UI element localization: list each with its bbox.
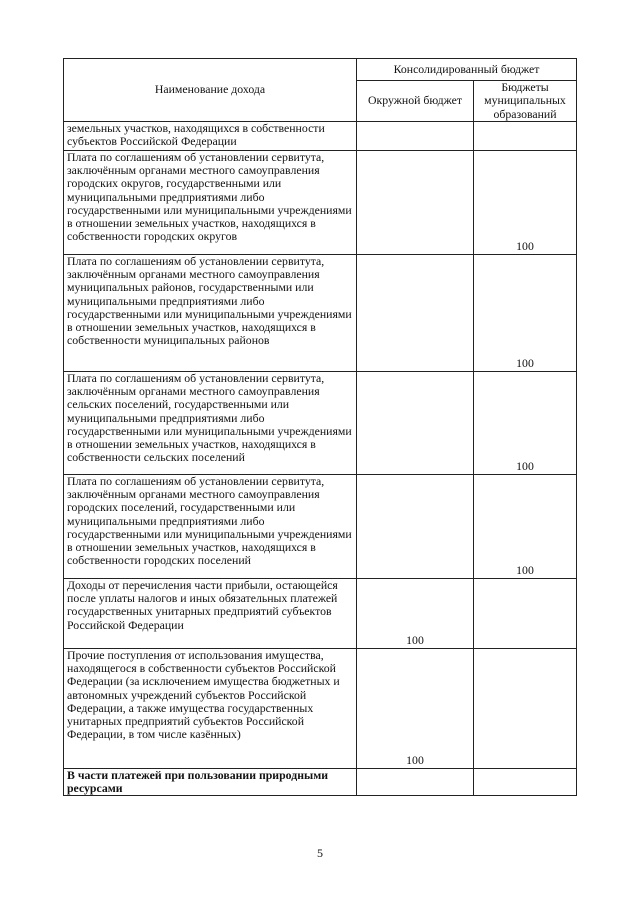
revenue-name-cell: Плата по соглашениям об установлении сервитута, заключённым органами местного самоуправления сельских поселений, государственными или муниципальными предприятиями либо государственными или муниципальными учреждениями в отношении земельных участков, находящихся в собственности сельских поселений [64, 372, 357, 475]
municipal-value-cell [474, 579, 577, 649]
okrug-value-cell: 100 [357, 579, 474, 649]
revenue-name-cell: Прочие поступления от использования имущества, находящегося в собственности субъектов Российской Федерации (за исключением имущества бюджетных и автономных учреждений субъектов Российской Федерации, а также имущества государственных унитарных предприятий субъектов Российской Федерации, в том числе казённых) [64, 649, 357, 769]
revenue-name-cell: земельных участков, находящихся в собственности субъектов Российской Федерации [64, 122, 357, 151]
municipal-value-cell: 100 [474, 255, 577, 372]
revenue-name-cell: Доходы от перечисления части прибыли, остающейся после уплаты налогов и иных обязательных платежей государственных унитарных предприятий субъектов Российской Федерации [64, 579, 357, 649]
table-row [64, 475, 577, 579]
municipal-value-cell: 100 [474, 475, 577, 579]
header-consolidated-budget: Консолидированный бюджет [357, 59, 577, 81]
okrug-value-cell [357, 255, 474, 372]
header-municipal-budgets: Бюджеты муниципальных образований [474, 81, 577, 122]
table-row [64, 372, 577, 475]
table-row [64, 579, 577, 649]
table-row [64, 649, 577, 769]
municipal-value-cell [474, 122, 577, 151]
okrug-value-cell [357, 151, 474, 255]
okrug-value-cell [357, 475, 474, 579]
table-row [64, 151, 577, 255]
okrug-value-cell [357, 372, 474, 475]
municipal-value-cell: 100 [474, 372, 577, 475]
revenue-table [63, 58, 577, 796]
header-revenue-name: Наименование дохода [64, 59, 357, 122]
table-row [64, 122, 577, 151]
revenue-name-cell: Плата по соглашениям об установлении сервитута, заключённым органами местного самоуправления городских поселений, государственными или муниципальными предприятиями либо государственными или муниципальными учреждениями в отношении земельных участков, находящихся в собственности городских поселений [64, 475, 357, 579]
revenue-name-cell: В части платежей при пользовании природными ресурсами [64, 769, 357, 796]
okrug-value-cell [357, 122, 474, 151]
municipal-value-cell [474, 769, 577, 796]
table-row [64, 769, 577, 796]
revenue-name-cell: Плата по соглашениям об установлении сервитута, заключённым органами местного самоуправления муниципальных районов, государственными или муниципальными предприятиями либо государственными или муниципальными учреждениями в отношении земельных участков, находящихся в собственности муниципальных районов [64, 255, 357, 372]
header-okrug-budget: Окружной бюджет [357, 81, 474, 122]
revenue-name-cell: Плата по соглашениям об установлении сервитута, заключённым органами местного самоуправления городских округов, государственными или муниципальными предприятиями либо государственными или муниципальными учреждениями в отношении земельных участков, находящихся в собственности городских округов [64, 151, 357, 255]
municipal-value-cell: 100 [474, 151, 577, 255]
page-number: 5 [317, 846, 323, 860]
table-row [64, 255, 577, 372]
municipal-value-cell [474, 649, 577, 769]
okrug-value-cell [357, 769, 474, 796]
okrug-value-cell: 100 [357, 649, 474, 769]
